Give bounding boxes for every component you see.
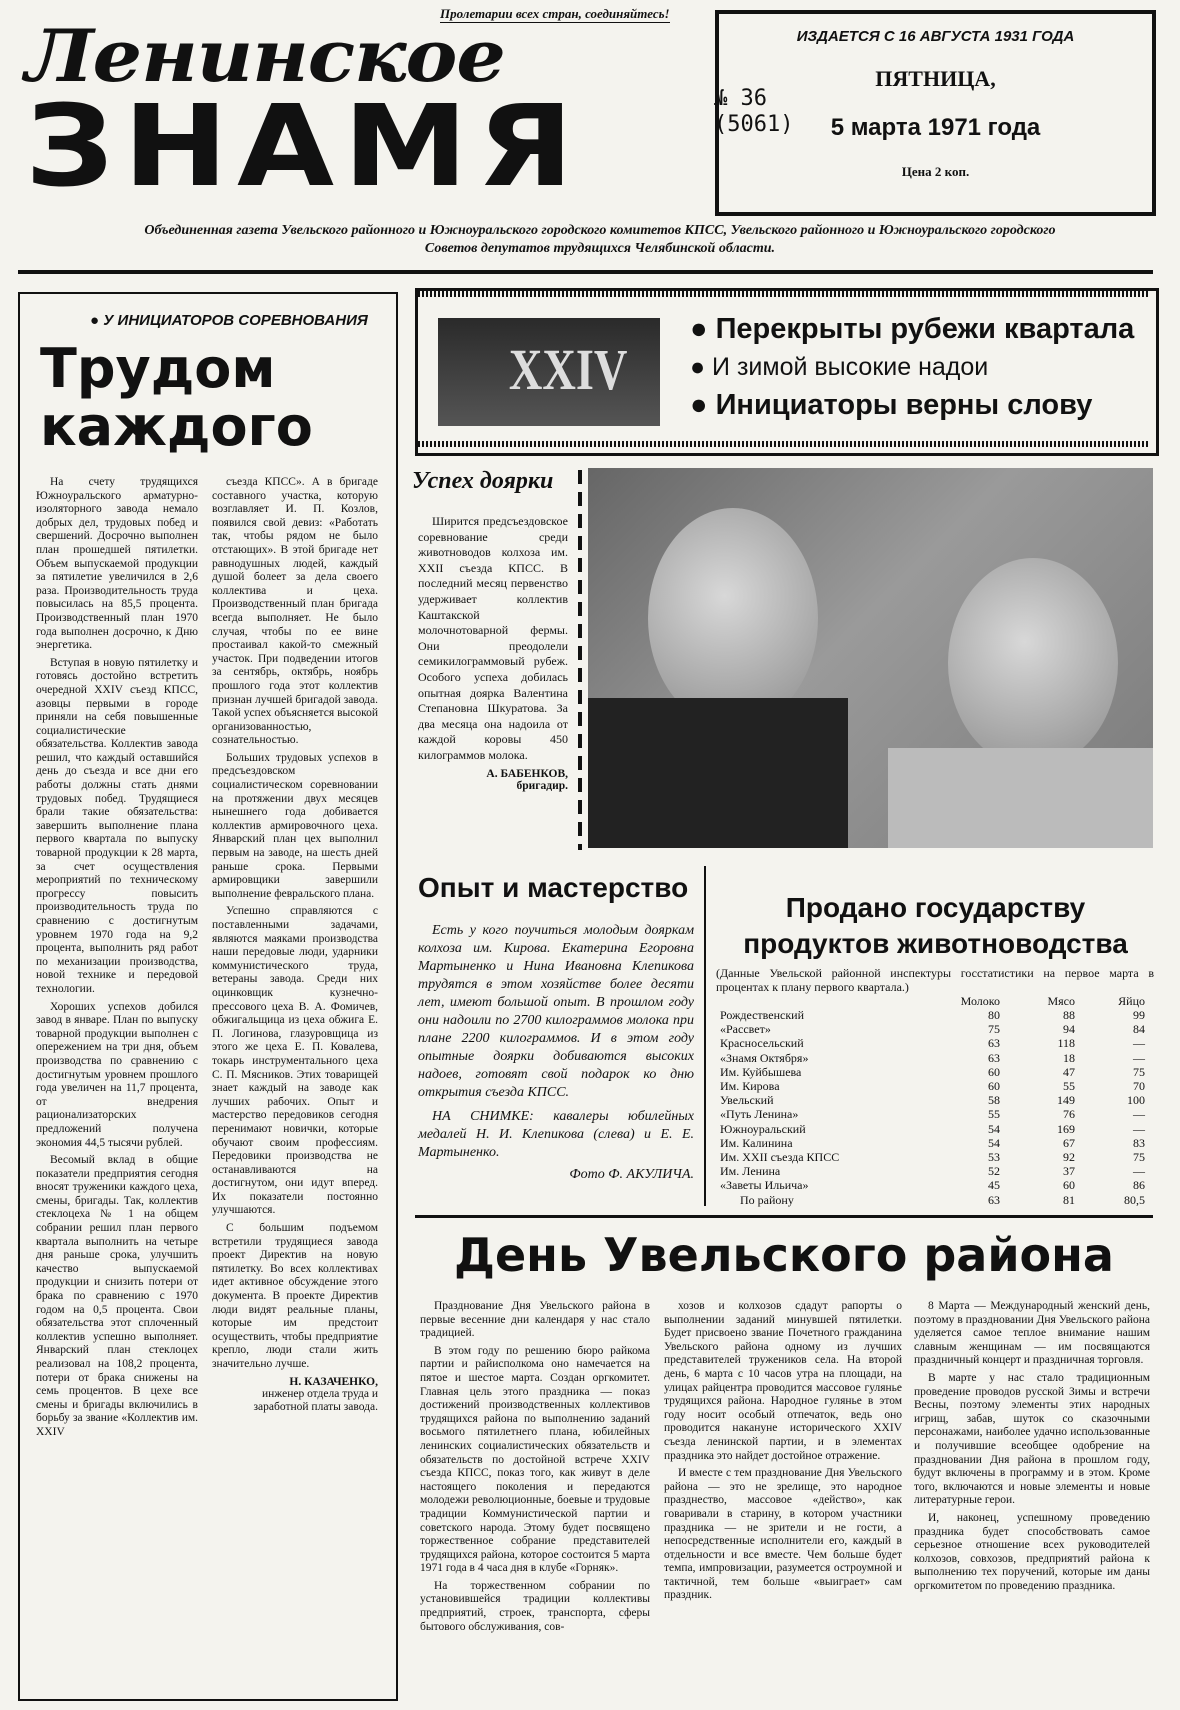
masthead-subtitle: Объединенная газета Увельского районного и Южноуральского городского комитетов КПСС, Увельского районного и Южноуральского городского Советов депутатов трудящихся Челябинской области. [144,223,1056,256]
sales-title: Продано государству продуктов животноводства [743,892,1128,959]
section-rule [415,1215,1153,1218]
table-cell-meat: 92 [1063,1150,1075,1164]
table-row [720,1193,1150,1207]
table-cell-milk: 60 [988,1064,1000,1079]
banner-bullet: ● Инициаторы верны слову [690,389,1093,421]
table-cell-milk: 63 [988,1050,1000,1065]
paragraph: Весомый вклад в общие показатели предприятия сегодня вносят труженики каждого цеха, смены, бригады. Так, коллектив стеклоцеха № 1 на общем собрании решил план первого квартала выполнить на четыре дня раньше срока, улучшить качество выпускаемой продукции и снизить потери от брака по сравнению с 1970 годом на 0,5 процента. Свои обязательства этот сплоченный коллектив успешно выполняет. Январский план стеклоцех реализовал на 108,2 процента, потери от брака снижены на семь процентов. В цехе все смены и бригады включились в борьбу за звание «Коллектив им. XXIV [36,1154,198,1438]
experience-text: Есть у кого поучиться молодым дояркам колхоза им. Кирова. Екатерина Егоровна Мартыненко и Нина Ивановна Клепикова трудятся в этом хозяйстве более десяти лет, имеют большой опыт. В прошлом году они надоили по 2700 килограммов молока при плане 2200 килограммов. И в этом году опытные доярки добиваются высоких надоев, готовят свой подарок ко дню открытия съезда КПСС. НА СНИМКЕ: кавалеры юбилейных медалей Н. И. Клепикова (слева) и Е. Е. Мартыненко. Фото Ф. АКУЛИЧА. [418,923,694,1182]
table-row [720,1079,1150,1093]
table-cell-name: «Рассвет» [720,1022,771,1037]
milkmaid-text: Ширится предсъездовское соревнование среди животноводов колхоза им. XXII съезда КПСС. В последний месяц первенство удерживает коллектив Каштакской молочнотоварной фермы. Они преодолели семикилограммовый рубеж. Особого успеха добилась опытная доярка Валентина Степановна Шкуратова. За два месяца она надоила от каждой коровы 450 килограммов молока. А. БАБЕНКОВ, бригадир. [418,514,568,792]
table-row [720,1107,1150,1121]
table-cell-name: Им. Калинина [720,1135,793,1150]
table-cell-milk: 80 [988,1008,1000,1022]
photo-credit: Фото Ф. АКУЛИЧА. [569,1167,694,1182]
paragraph: Празднование Дня Увельского района в первые весенние дни календаря у нас стало традицией. [420,1300,650,1340]
table-cell-name: «Заветы Ильича» [720,1178,809,1193]
paragraph: С большим подъемом встретили трудящиеся завода проект Директив на новую пятилетку. Во всех коллективах идет активное обсуждение этого документа. В проекте Директив люди видят реальные планы, которые им предстоит осуществить, чтобы предприятие крепло, люди стали жить значительно лучше. [212,1222,378,1370]
table-cell-eggs: 70 [1133,1079,1145,1093]
table-cell-milk: 54 [988,1121,1000,1136]
published-since: ИЗДАЕТСЯ С 16 АВГУСТА 1931 ГОДА [796,28,1075,45]
paragraph: В марте у нас стало традиционным проведение проводов русской Зимы и встречи Весны, поэтому элементы этих народных игрищ, забав, шуток со сказочными персонажами, наиболее удачно использованные и получившие всеобщее одобрение на праздновании Дня района в прошлом году, будут включены в программу и в этом. Кроме того, включаются и новые элементы и новые литературные герои. [914,1371,1150,1507]
headline-line2: каждого [40,395,313,458]
table-cell-eggs: — [1133,1036,1145,1051]
paragraph: съезда КПСС». А в бригаде составного участка, которую возглавляет И. П. Козлов, появился свой девиз: «Работать так, чтобы рядом не было отстающих». В этой бригаде нет равнодушных людей, каждый душой болеет за дела своего коллектива и цеха. Производственный план бригада всегда выполняет. Не было случая, чтобы по ее вине простаивал какой-то смежный участок. При подведении итогов за сентябрь, октябрь, ноябрь прошлого года этот коллектив признан лучшей бригадой завода. Такой успех объясняется высокой организованностью, сознательностью. [212,476,378,747]
table-cell-name: Южноуральский [720,1121,806,1136]
left-article-col1 [36,476,198,1444]
table-cell-milk: 75 [988,1022,1000,1037]
table-cell-milk: 63 [988,1192,1000,1207]
weekday: ПЯТНИЦА, [875,66,996,91]
paragraph: На счету трудящихся Южноуральского арматурно-изоляторного завода немало добрых дел, трудовых побед и свершений. Досрочно выполнен план прошедшей пятилетки. Объем выпускаемой продукции за пятилетие увеличился в 2,6 раза. Производительность труда повысилась на 85,5 процента. Производственный план 1970 года выполнен досрочно, к Дню энергетика. [36,476,198,652]
issue-no: № 36 [714,86,767,111]
table-cell-milk: 58 [988,1093,1000,1108]
milkmaids-photo [588,468,1153,848]
banner-bullet: ● И зимой высокие надои [690,353,989,381]
masthead-rule [18,270,1153,274]
banner-hatch-bottom [418,441,1150,447]
emblem-text: XXIV [508,337,628,402]
table-row [720,1178,1150,1192]
table-cell-meat: 118 [1057,1036,1075,1051]
table-cell-eggs: — [1133,1164,1145,1179]
photo-sweater [588,698,848,848]
table-cell-meat: 37 [1063,1164,1075,1179]
table-cell-meat: 149 [1057,1093,1075,1108]
table-cell-eggs: — [1133,1050,1145,1065]
milkmaid-signature-role: бригадир. [516,779,568,792]
congress-emblem [438,318,660,426]
issue-total: (5061) [714,112,794,137]
table-cell-eggs: 84 [1133,1022,1145,1037]
table-cell-milk: 45 [988,1178,1000,1193]
table-cell-name: «Путь Ленина» [720,1107,799,1122]
table-cell-eggs: — [1133,1121,1145,1136]
table-row [720,1051,1150,1065]
table-cell-milk: 60 [988,1079,1000,1093]
district-day-title: День Увельского района [454,1228,1114,1282]
paragraph: И вместе с тем празднование Дня Увельского района — это не зрелище, это народное празднество, массовое «действо», как говаривали в старину, в котором участники праздника — не зрители и не гости, а непосредственные исполнители его, каждый в отдельности и все вместе. Чем больше будет темпа, импровизации, разумеется остроумной и тактичной, тем больше «выиграет» сам праздник. [664,1467,902,1602]
article-headline [40,337,313,458]
table-cell-eggs: 80,5 [1124,1192,1145,1207]
signature-role: инженер отдела труда и заработной платы завода. [253,1387,378,1414]
table-cell-name: По району [740,1192,794,1207]
table-cell-name: Им. XXII съезда КПСС [720,1150,840,1164]
photo-caption: НА СНИМКЕ: кавалеры юбилейных медалей Н. И. Клепикова (слева) и Е. Е. Мартыненко. [418,1109,694,1160]
table-cell-eggs: 83 [1133,1135,1145,1150]
milkmaid-title: Успех доярки [412,468,554,494]
table-cell-milk: 63 [988,1036,1000,1051]
left-article-col2 [212,476,378,1415]
table-cell-meat: 81 [1063,1192,1075,1207]
issue-info-box [715,10,1156,216]
table-row [720,1065,1150,1079]
table-cell-meat: 67 [1063,1135,1075,1150]
district-day-col1 [420,1300,650,1638]
table-cell-eggs: 75 [1133,1064,1145,1079]
table-row [720,1122,1150,1136]
table-cell-milk: 54 [988,1135,1000,1150]
district-day-col3 [914,1300,1150,1597]
headline-line1: Трудом [40,337,276,400]
banner-hatch-top [418,291,1150,297]
table-cell-meat: 76 [1063,1107,1075,1122]
table-cell-eggs: 100 [1127,1093,1145,1108]
column-rule [704,866,706,1206]
experience-title: Опыт и мастерство [418,872,689,903]
table-cell-eggs: 99 [1133,1008,1145,1022]
table-cell-milk: 55 [988,1107,1000,1122]
table-header [720,994,1150,1008]
price: Цена 2 коп. [901,164,970,179]
table-cell-name: Им. Куйбышева [720,1064,802,1079]
table-cell-name: Им. Кирова [720,1079,780,1093]
table-cell-meat: 60 [1063,1178,1075,1193]
table-row [720,1093,1150,1107]
paragraph: И, наконец, успешному проведению праздника будет способствовать самое серьезное отношение всех руководителей колхозов, совхозов, предприятий района к выполнению тех поручений, которые им даны оргкомитетом по проведению праздника. [914,1511,1150,1592]
newspaper-title-line1: Ленинское [25,13,505,98]
table-cell-meat: 88 [1063,1008,1075,1022]
table-cell-eggs: 86 [1133,1178,1145,1193]
table-cell-name: «Знамя Октября» [720,1050,809,1065]
banner-bullet: ● Перекрыты рубежи квартала [690,313,1135,345]
photo-blouse [888,748,1153,848]
milkmaid-signature: А. БАБЕНКОВ, [486,767,568,780]
table-cell-name: Рождественский [720,1008,805,1022]
table-cell-meat: 169 [1057,1121,1075,1136]
dashed-divider [578,470,582,850]
column-header: Молоко [960,994,1000,1008]
paragraph: Хороших успехов добился завод в январе. План по выпуску товарной продукции выполнен с опережением на три дня, объем производства по сравнению с достигнутым уровнем прошлого года увеличен на 11,7 процента, от внедрения рационализаторских предложений получена экономия 44,5 тысячи рублей. [36,1000,198,1149]
table-row [720,1150,1150,1164]
table-row [720,1164,1150,1178]
paragraph: В этом году по решению бюро райкома партии и райисполкома оно намечается на пятое и шестое марта. Создан оргкомитет. Главная цель этого праздника — показ достижений производственных коллективов трудящихся района по выполнению заданий восьмого пятилетнего плана, юбилейных ленинских социалистических обязательств и обязательств по достойной встрече XXIV съезда КПСС, показ того, как живут в деле настоящего поколения и передаются молодежи революционные, боевые и трудовые традиции Коммунистической партии и советского народа. Этому будет посвящено торжественное собрание представителей трудящихся района, которое состоится 5 марта 1971 года в 4 часа дня в клубе «Горняк». [420,1344,650,1575]
slogan: Пролетарии всех стран, соединяйтесь! [440,6,670,21]
table-row [720,1036,1150,1050]
table-cell-name: Им. Ленина [720,1164,781,1179]
photo-face-left [648,508,818,728]
table-cell-eggs: — [1133,1107,1145,1122]
table-cell-milk: 52 [988,1164,1000,1179]
table-cell-meat: 47 [1063,1064,1075,1079]
article-rubric: ● У ИНИЦИАТОРОВ СОРЕВНОВАНИЯ [90,312,368,329]
photo-face-right [948,558,1118,768]
table-cell-milk: 53 [988,1150,1000,1164]
table-cell-meat: 55 [1063,1079,1075,1093]
column-header: Яйцо [1118,994,1145,1008]
table-cell-meat: 94 [1063,1022,1075,1037]
table-row [720,1022,1150,1036]
article-signature: Н. КАЗАЧЕНКО, [289,1375,378,1388]
banner-headlines [690,310,1150,424]
paragraph: Больших трудовых успехов в предсъездовском социалистическом соревновании на протяжении двух месяцев нынешнего года добивается коллектив армировочного цеха. Январский план цех выполнил первым на заводе, на шесть дней раньше срока. Первыми армировщики завершили выполнение февральского плана. [212,751,378,900]
table-row [720,1008,1150,1022]
district-day-col2 [664,1300,902,1607]
table-cell-name: Красносельский [720,1036,804,1051]
table-cell-eggs: 75 [1133,1150,1145,1164]
paragraph: Вступая в новую пятилетку и готовясь достойно встретить очередной XXIV съезд КПСС, азовцы первыми в городе приняли на себя повышенные социалистические обязательства. Коллектив завода решил, что каждый оставшийся день до съезда и все дни его работы должны стать днями трудовых побед. Трудящиеся брали такие обязательства: завершить выполнение плана первого квартала по выпуску товарной продукции к 28 марта, за счет осуществления мероприятий по техническому прогрессу повысить производительность труда по сравнению с достигнутым уровнем 1970 года на 9,2 процента, выполнить ряд работ по механизации производства, новой технике и передовой технологии. [36,656,198,995]
paragraph: хозов и колхозов сдадут рапорты о выполнении заданий минувшей пятилетки. Будет присвоено звание Почетного гражданина Увельского района одному из лучших представителей тружеников села. На второй день, 6 марта с 10 часов утра на площади, на улицах райцентра проводится массовое гулянье трудящихся района. Народное гулянье в этом году носит особый отпечаток, ведь оно проводится накануне исторического XXIV съезда ленинской партии, и в элементах праздника это найдет достойное отражение. [664,1300,902,1462]
column-header: Мясо [1047,994,1075,1008]
sales-note: (Данные Увельской районной инспектуры госстатистики на первое марта в процентах к плану первого квартала.) [716,966,1154,994]
table-cell-meat: 18 [1063,1050,1075,1065]
table-cell-name: Увельский [720,1093,774,1108]
table-row [720,1136,1150,1150]
sales-table [720,994,1150,1209]
paragraph: Успешно справляются с поставленными задачами, являются маяками производства наши передовые люди, ударники коммунистического труда, ветераны завода. Среди них оцинковщик кузнечно-прессового цеха В. А. Фомичев, обжигальщица из цеха обжига Е. П. Логинова, глазуровщица из этого же цеха Е. П. Ковалева, токарь инструментального цеха С. П. Мясников. Этих товарищей знает каждый на заводе как лучших рабочих. Опыт и мастерство передовиков сегодня перенимают новички, которые обучают своим профессиям. Передовики производства не останавливаются на достигнутом, они идут вперед. Их показатели постоянно улучшаются. [212,905,378,1217]
paragraph: 8 Марта — Международный женский день, поэтому в праздновании Дня Увельского района уделяется самое теплое внимание нашим славным женщинам — им посвящаются праздничный концерт и праздничная торговля. [914,1300,1150,1367]
paragraph: На торжественном собрании по установившейся традиции коллективы предприятий, строек, транспорта, сферы бытового обслуживания, сов- [420,1579,650,1633]
issue-date: 5 марта 1971 года [830,114,1041,141]
newspaper-title-line2: ЗНАМЯ [25,82,583,212]
